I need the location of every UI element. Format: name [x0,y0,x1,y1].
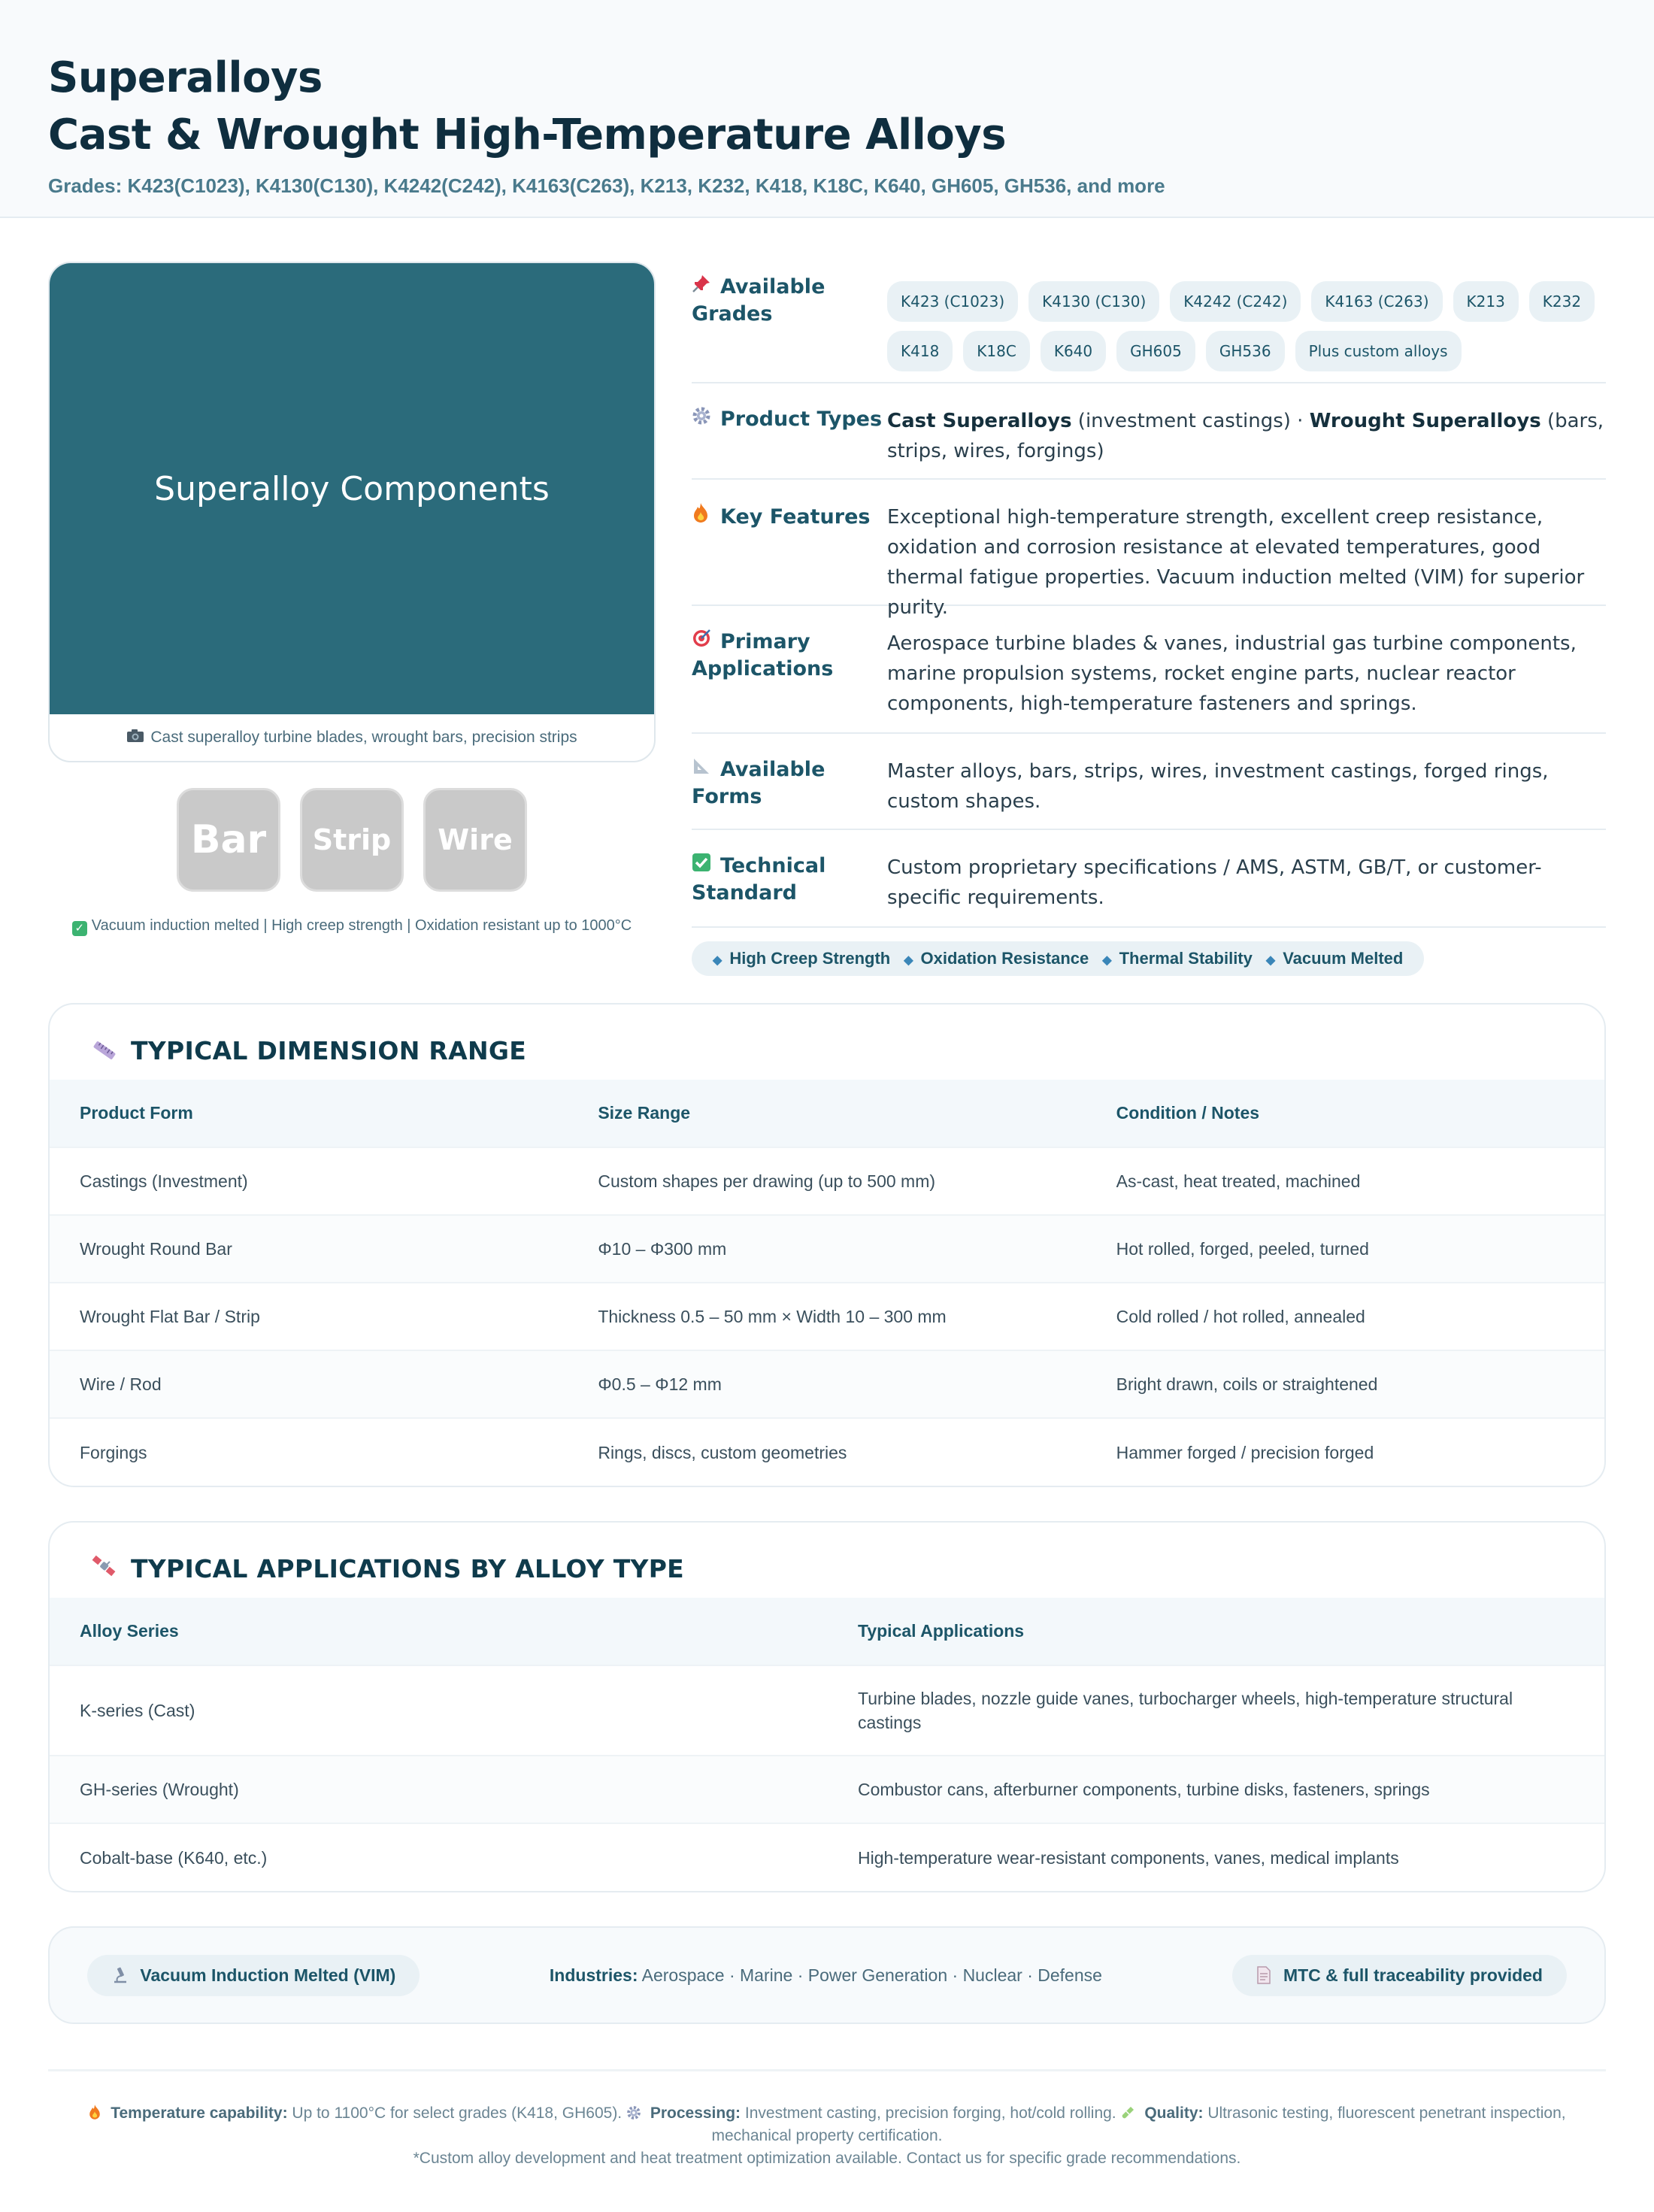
grade-pill: K232 [1529,281,1595,322]
dimension-range-title: TYPICAL DIMENSION RANGE [50,1004,1604,1080]
dimension-table [50,1080,1604,1486]
table-cell: GH-series (Wrought) [50,1756,828,1823]
footer-notes [48,2102,1606,2170]
grades-subtitle: Grades: K423(C1023), K4130(C130), K4242(C242), K4163(C263), K213, K232, K418, K18C, K640, GH605, GH536, and more [48,174,1165,197]
table-cell: Rings, discs, custom geometries [568,1418,1086,1486]
dimension-range-card [48,1003,1606,1487]
table-row [50,1418,1604,1486]
spec-row-technical-standard [692,830,1606,928]
chip-bar: Bar [177,788,280,892]
image-title: Superalloy Components [154,469,550,508]
table-cell: Combustor cans, afterburner components, turbine disks, fasteners, springs [828,1756,1604,1823]
melt-note [48,917,656,936]
diamond-icon: ◆ [1265,954,1276,967]
table-cell: Turbine blades, nozzle guide vanes, turbocharger wheels, high-temperature structural castings [828,1665,1604,1756]
chip-wire: Wire [423,788,527,892]
grade-pill: Plus custom alloys [1295,331,1462,371]
triangle-ruler-icon [692,756,720,783]
grade-pill: K4242 (C242) [1170,281,1301,322]
gear-icon [626,2104,650,2122]
column-header: Size Range [568,1080,1086,1147]
overview-section [0,218,1654,992]
spec-label-available-forms: Available Forms [692,758,825,808]
ruler-icon [92,1039,131,1065]
table-cell: Cobalt-base (K640, etc.) [50,1823,828,1891]
table-cell: Custom shapes per drawing (up to 500 mm) [568,1147,1086,1215]
target-icon [692,629,720,656]
industries-text: Industries: Aerospace · Marine · Power Generation · Nuclear · Defense [549,1965,1102,1985]
spec-value-product-types: Cast Superalloys (investment castings) · Wrought Superalloys (bars, strips, wires, forgings) [887,410,1604,462]
grade-pill: K423 (C1023) [887,281,1018,322]
table-row [50,1283,1604,1350]
table-cell: High-temperature wear-resistant components, vanes, medical implants [828,1823,1604,1891]
satellite-icon [92,1555,131,1583]
table-cell: Hammer forged / precision forged [1086,1418,1604,1486]
feature-tags [692,941,1424,976]
feature-tag: ◆ Thermal Stability [1102,949,1253,968]
grade-pill: K213 [1453,281,1519,322]
caption-text: Cast superalloy turbine blades, wrought bars, precision strips [150,729,577,746]
vim-badge: Vacuum Induction Melted (VIM) [87,1955,420,1996]
spec-label-product-types: Product Types [692,406,887,478]
grade-pill-list [887,274,1606,382]
grade-pill: GH605 [1116,331,1195,371]
spec-column [692,262,1606,976]
fire-icon [88,2104,111,2122]
table-cell: Wire / Rod [50,1350,568,1418]
diamond-icon: ◆ [1102,954,1112,967]
spec-row-product-types [692,383,1606,480]
table-cell: Hot rolled, forged, peeled, turned [1086,1215,1604,1283]
capabilities-banner [48,1926,1606,2024]
grade-pill: GH536 [1206,331,1285,371]
page-title [48,50,1606,164]
column-header: Typical Applications [828,1598,1604,1665]
feature-tag: ◆ Vacuum Melted [1265,949,1404,968]
spec-label-key-features: Key Features [692,502,887,605]
test-tube-icon [1120,2104,1144,2122]
pin-icon [692,274,720,301]
table-cell: Forgings [50,1418,568,1486]
fire-icon [692,502,720,531]
applications-title: TYPICAL APPLICATIONS BY ALLOY TYPE [50,1523,1604,1598]
document-icon [1256,1965,1283,1985]
mtc-badge: MTC & full traceability provided [1232,1955,1567,1996]
table-row [50,1215,1604,1283]
table-cell: Wrought Flat Bar / Strip [50,1283,568,1350]
image-column [48,262,656,936]
footer-capabilities: Temperature capability: Up to 1100°C for select grades (K418, GH605). Processing: Investment casting, precision forging, hot/cold rolling. Quality: Ultrasonic testing, fluorescent penetrant inspection, mechanical property certification. [48,2102,1606,2147]
spec-value-key-features: Exceptional high-temperature strength, excellent creep resistance, oxidation and corrosion resistance at elevated temperatures, good thermal fatigue properties. Vacuum induction melted (VIM) for superior purity. [887,506,1585,619]
table-cell: Cold rolled / hot rolled, annealed [1086,1283,1604,1350]
column-header: Product Form [50,1080,568,1147]
spec-label-primary-applications: Primary Applications [692,630,834,680]
microscope-icon [111,1965,140,1985]
melt-note-text: Vacuum induction melted | High creep strength | Oxidation resistant up to 1000°C [91,917,632,934]
spec-row-available-forms [692,734,1606,830]
table-cell: Φ10 – Φ300 mm [568,1215,1086,1283]
spec-row-key-features [692,480,1606,619]
spec-label-technical-standard: Technical Standard [692,854,826,904]
column-header: Condition / Notes [1086,1080,1604,1147]
image-caption [50,714,654,761]
table-cell: Φ0.5 – Φ12 mm [568,1350,1086,1418]
form-chips [48,788,656,892]
chip-strip: Strip [300,788,404,892]
applications-card [48,1521,1606,1892]
table-row [50,1665,1604,1756]
table-cell: Bright drawn, coils or straightened [1086,1350,1604,1418]
table-row [50,1350,1604,1418]
footer-divider [48,2069,1606,2071]
product-image [50,263,654,714]
grade-pill: K640 [1041,331,1106,371]
gear-icon [692,406,720,433]
spec-row-grades [692,262,1606,383]
column-header: Alloy Series [50,1598,828,1665]
grade-pill: K4130 (C130) [1028,281,1159,322]
feature-tag: ◆ Oxidation Resistance [904,949,1089,968]
grade-pill: K4163 (C263) [1311,281,1442,322]
spec-value-available-forms: Master alloys, bars, strips, wires, investment castings, forged rings, custom shapes. [887,760,1549,813]
spec-label-grades: Available Grades [692,275,825,326]
spec-row-primary-applications [692,606,1606,734]
title-line-2: Cast & Wrought High-Temperature Alloys [48,111,1007,159]
check-icon: ✓ [72,921,87,936]
table-cell: Castings (Investment) [50,1147,568,1215]
table-cell: K-series (Cast) [50,1665,828,1756]
spec-value-primary-applications: Aerospace turbine blades & vanes, industrial gas turbine components, marine propulsion systems, rocket engine parts, nuclear reactor components, high-temperature fasteners and springs. [887,632,1577,715]
product-image-card [48,262,656,762]
table-cell: Thickness 0.5 – 50 mm × Width 10 – 300 mm [568,1283,1086,1350]
table-row [50,1756,1604,1823]
feature-tag: ◆ High Creep Strength [713,949,891,968]
table-cell: As-cast, heat treated, machined [1086,1147,1604,1215]
grade-pill: K418 [887,331,953,371]
table-row [50,1823,1604,1891]
camera-icon [126,728,144,747]
page-header [0,0,1654,218]
diamond-icon: ◆ [713,954,722,967]
footer-custom-note: *Custom alloy development and heat treatment optimization available. Contact us for specific grade recommendations. [413,2150,1241,2167]
title-line-1: Superalloys [48,53,323,102]
check-icon [692,853,720,880]
diamond-icon: ◆ [904,954,913,967]
spec-value-technical-standard: Custom proprietary specifications / AMS, ASTM, GB/T, or customer-specific requirements. [887,856,1542,909]
table-cell: Wrought Round Bar [50,1215,568,1283]
table-row [50,1147,1604,1215]
grade-pill: K18C [963,331,1030,371]
applications-table [50,1598,1604,1891]
